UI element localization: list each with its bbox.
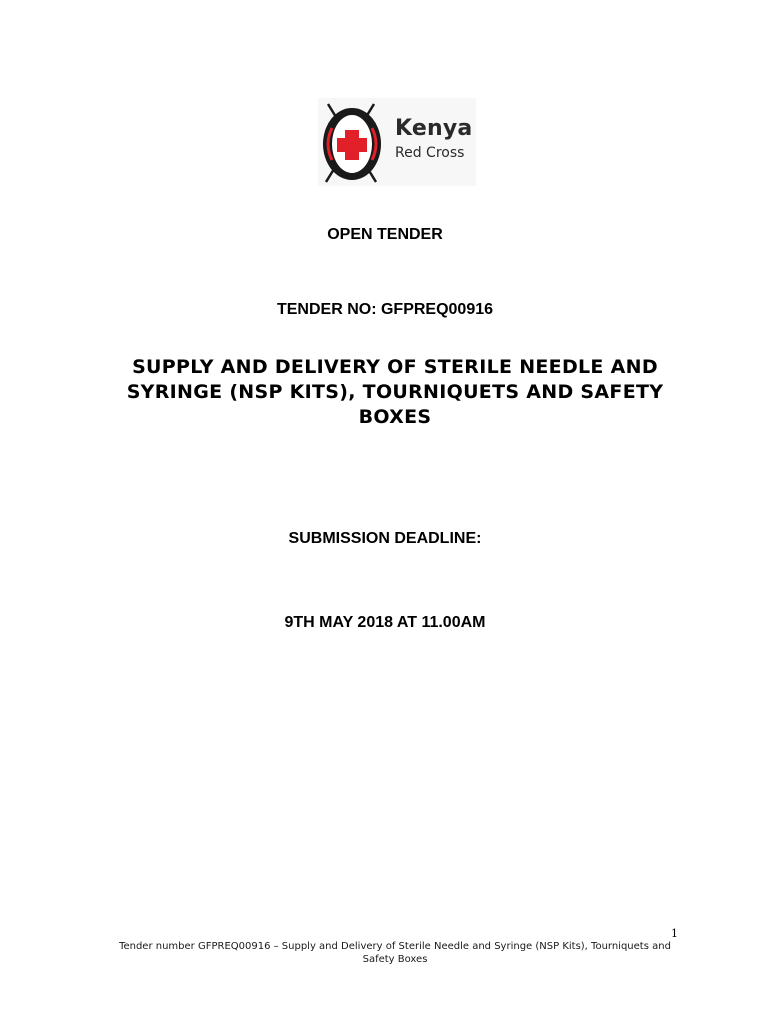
logo-text-red-cross: Red Cross <box>395 145 465 161</box>
submission-deadline-label: SUBMISSION DEADLINE: <box>288 530 482 547</box>
tender-number: TENDER NO: GFPREQ00916 <box>276 301 494 318</box>
page-footer: Tender number GFPREQ00916 – Supply and Delivery of Sterile Needle and Syringe (NSP Kits), Tourniquets and Safety Boxes <box>119 941 671 965</box>
page-number: 1 <box>671 927 678 940</box>
document-title: SUPPLY AND DELIVERY OF STERILE NEEDLE AND SYRINGE (NSP KITS), TOURNIQUETS AND SAFETY BOXES <box>126 356 664 428</box>
submission-deadline-value: 9TH MAY 2018 AT 11.00AM <box>284 614 486 631</box>
kenya-red-cross-logo <box>318 98 476 186</box>
shield-cross-icon <box>318 98 394 186</box>
heading-open-tender: OPEN TENDER <box>327 226 443 243</box>
logo-text-kenya: Kenya <box>395 116 473 141</box>
